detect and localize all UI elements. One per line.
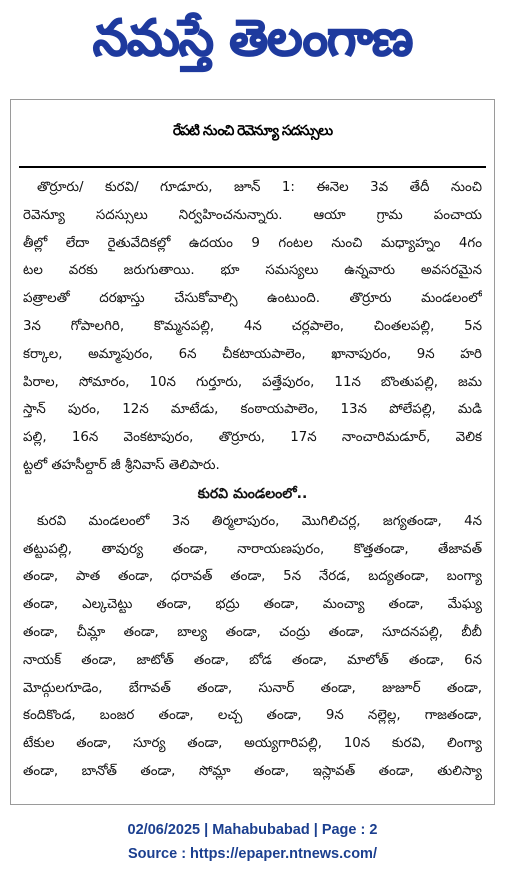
- text-line: పత్రాలతో దరఖాస్తు చేసుకోవాల్సి ఉంటుంది. తొర్రూరు మండలంలో: [23, 291, 482, 307]
- text-line: తొర్రూరు/ కురవి/ గూడూరు, జూన్ 1: ఈనెల 3వ తేదీ నుంచి: [37, 180, 482, 195]
- section-subheading: కురవి మండలంలో..: [197, 485, 308, 502]
- text-line: తండా, ఎల్కచెట్టు తండా, భద్రు తండా, మంచ్యా తండా, మేఘ్య: [23, 597, 482, 613]
- paragraph-1: [23, 174, 482, 480]
- paragraph-2: [23, 508, 482, 786]
- text-line: పల్లి, 16న వెంకటాపురం, తొర్రూరు, 17న నాంచారిమడూర్, వెలిక: [23, 430, 482, 446]
- text-line: టల వరకు జరుగుతాయి. భూ సమస్యలు ఉన్నవారు అవసరమైన: [23, 263, 482, 279]
- text-line: టేకుల తండా, సూర్య తండా, అయ్యగారిపల్లి, 10న కురవి, లింగ్యా: [23, 736, 482, 752]
- masthead-logo: [0, 0, 505, 88]
- article-body: [23, 174, 482, 786]
- text-line: మోద్గులగూడెం, బేగావత్ తండా, సునార్ తండా, జుజూర్ తండా,: [23, 680, 482, 696]
- article-clipping: [10, 99, 495, 805]
- text-line: కురవి మండలంలో 3న తిర్మలాపురం, మొగిలిచర్ల, జగ్యతండా, 4న: [37, 513, 482, 529]
- text-line: తండా, బానోత్ తండా, సోమ్లా తండా, ఇస్లావత్ తండా, తులిస్యా: [23, 763, 482, 779]
- text-line: తండా, పాత తండా, ధరావత్ తండా, 5న నేరడ, బద్యతండా, బంగ్యా: [23, 569, 482, 585]
- text-line: నాయక్ తండా, జాటోత్ తండా, బోడ తండా, మాలోత్ తండా, 6న: [23, 652, 482, 668]
- article-headline: రేపటి నుంచి రెవెన్యూ సదస్సులు: [172, 122, 333, 139]
- text-line: పిరాల, సోమారం, 10న గుర్తూరు, పత్తేపురం, 11న బొంతుపల్లి, జమ: [23, 374, 482, 390]
- text-line: తండా, చీమ్లా తండా, బాల్య తండా, చంద్రు తండా, సూదనపల్లి, బీబీ: [23, 624, 482, 640]
- footer-dateline: 02/06/2025 | Mahabubabad | Page : 2: [127, 822, 378, 838]
- text-line: 3న గోపాలగిరి, కొమ్మనపల్లి, 4న చర్లపాలెం, చింతలపల్లి, 5న: [23, 318, 482, 334]
- newspaper-title: నమస్తే తెలంగాణ: [92, 8, 413, 67]
- text-line: స్తాన్ పురం, 12న మాటేడు, కంఠాయపాలెం, 13న పోలేపల్లి, మడి: [23, 402, 482, 418]
- text-line: రెవెన్యూ సదస్సులు నిర్వహించనున్నారు. ఆయా గ్రామ పంచాయ: [23, 207, 482, 223]
- text-line: తట్టుపల్లి, తావుర్య తండా, నారాయణపురం, కొత్తతండా, తేజావత్: [23, 541, 482, 557]
- footer-source: Source : https://epaper.ntnews.com/: [128, 846, 377, 862]
- page-footer: [0, 818, 505, 866]
- text-line: కర్కాల, అమ్మాపురం, 6న చీకటాయపాలెం, ఖానాపురం, 9న హరి: [23, 346, 482, 362]
- text-line: ట్టలో తహసీల్దార్ జీ శ్రీనివాస్ తెలిపారు.: [23, 457, 220, 473]
- text-line: కందికొండ, బంజర తండా, లచ్చ తండా, 9న నల్లెల్ల, గాజతండా,: [23, 708, 482, 724]
- headline-divider: [19, 166, 486, 168]
- text-line: తీల్లో లేదా రైతువేదికల్లో ఉదయం 9 గంటల నుంచి మధ్యాహ్నం 4గం: [23, 235, 482, 251]
